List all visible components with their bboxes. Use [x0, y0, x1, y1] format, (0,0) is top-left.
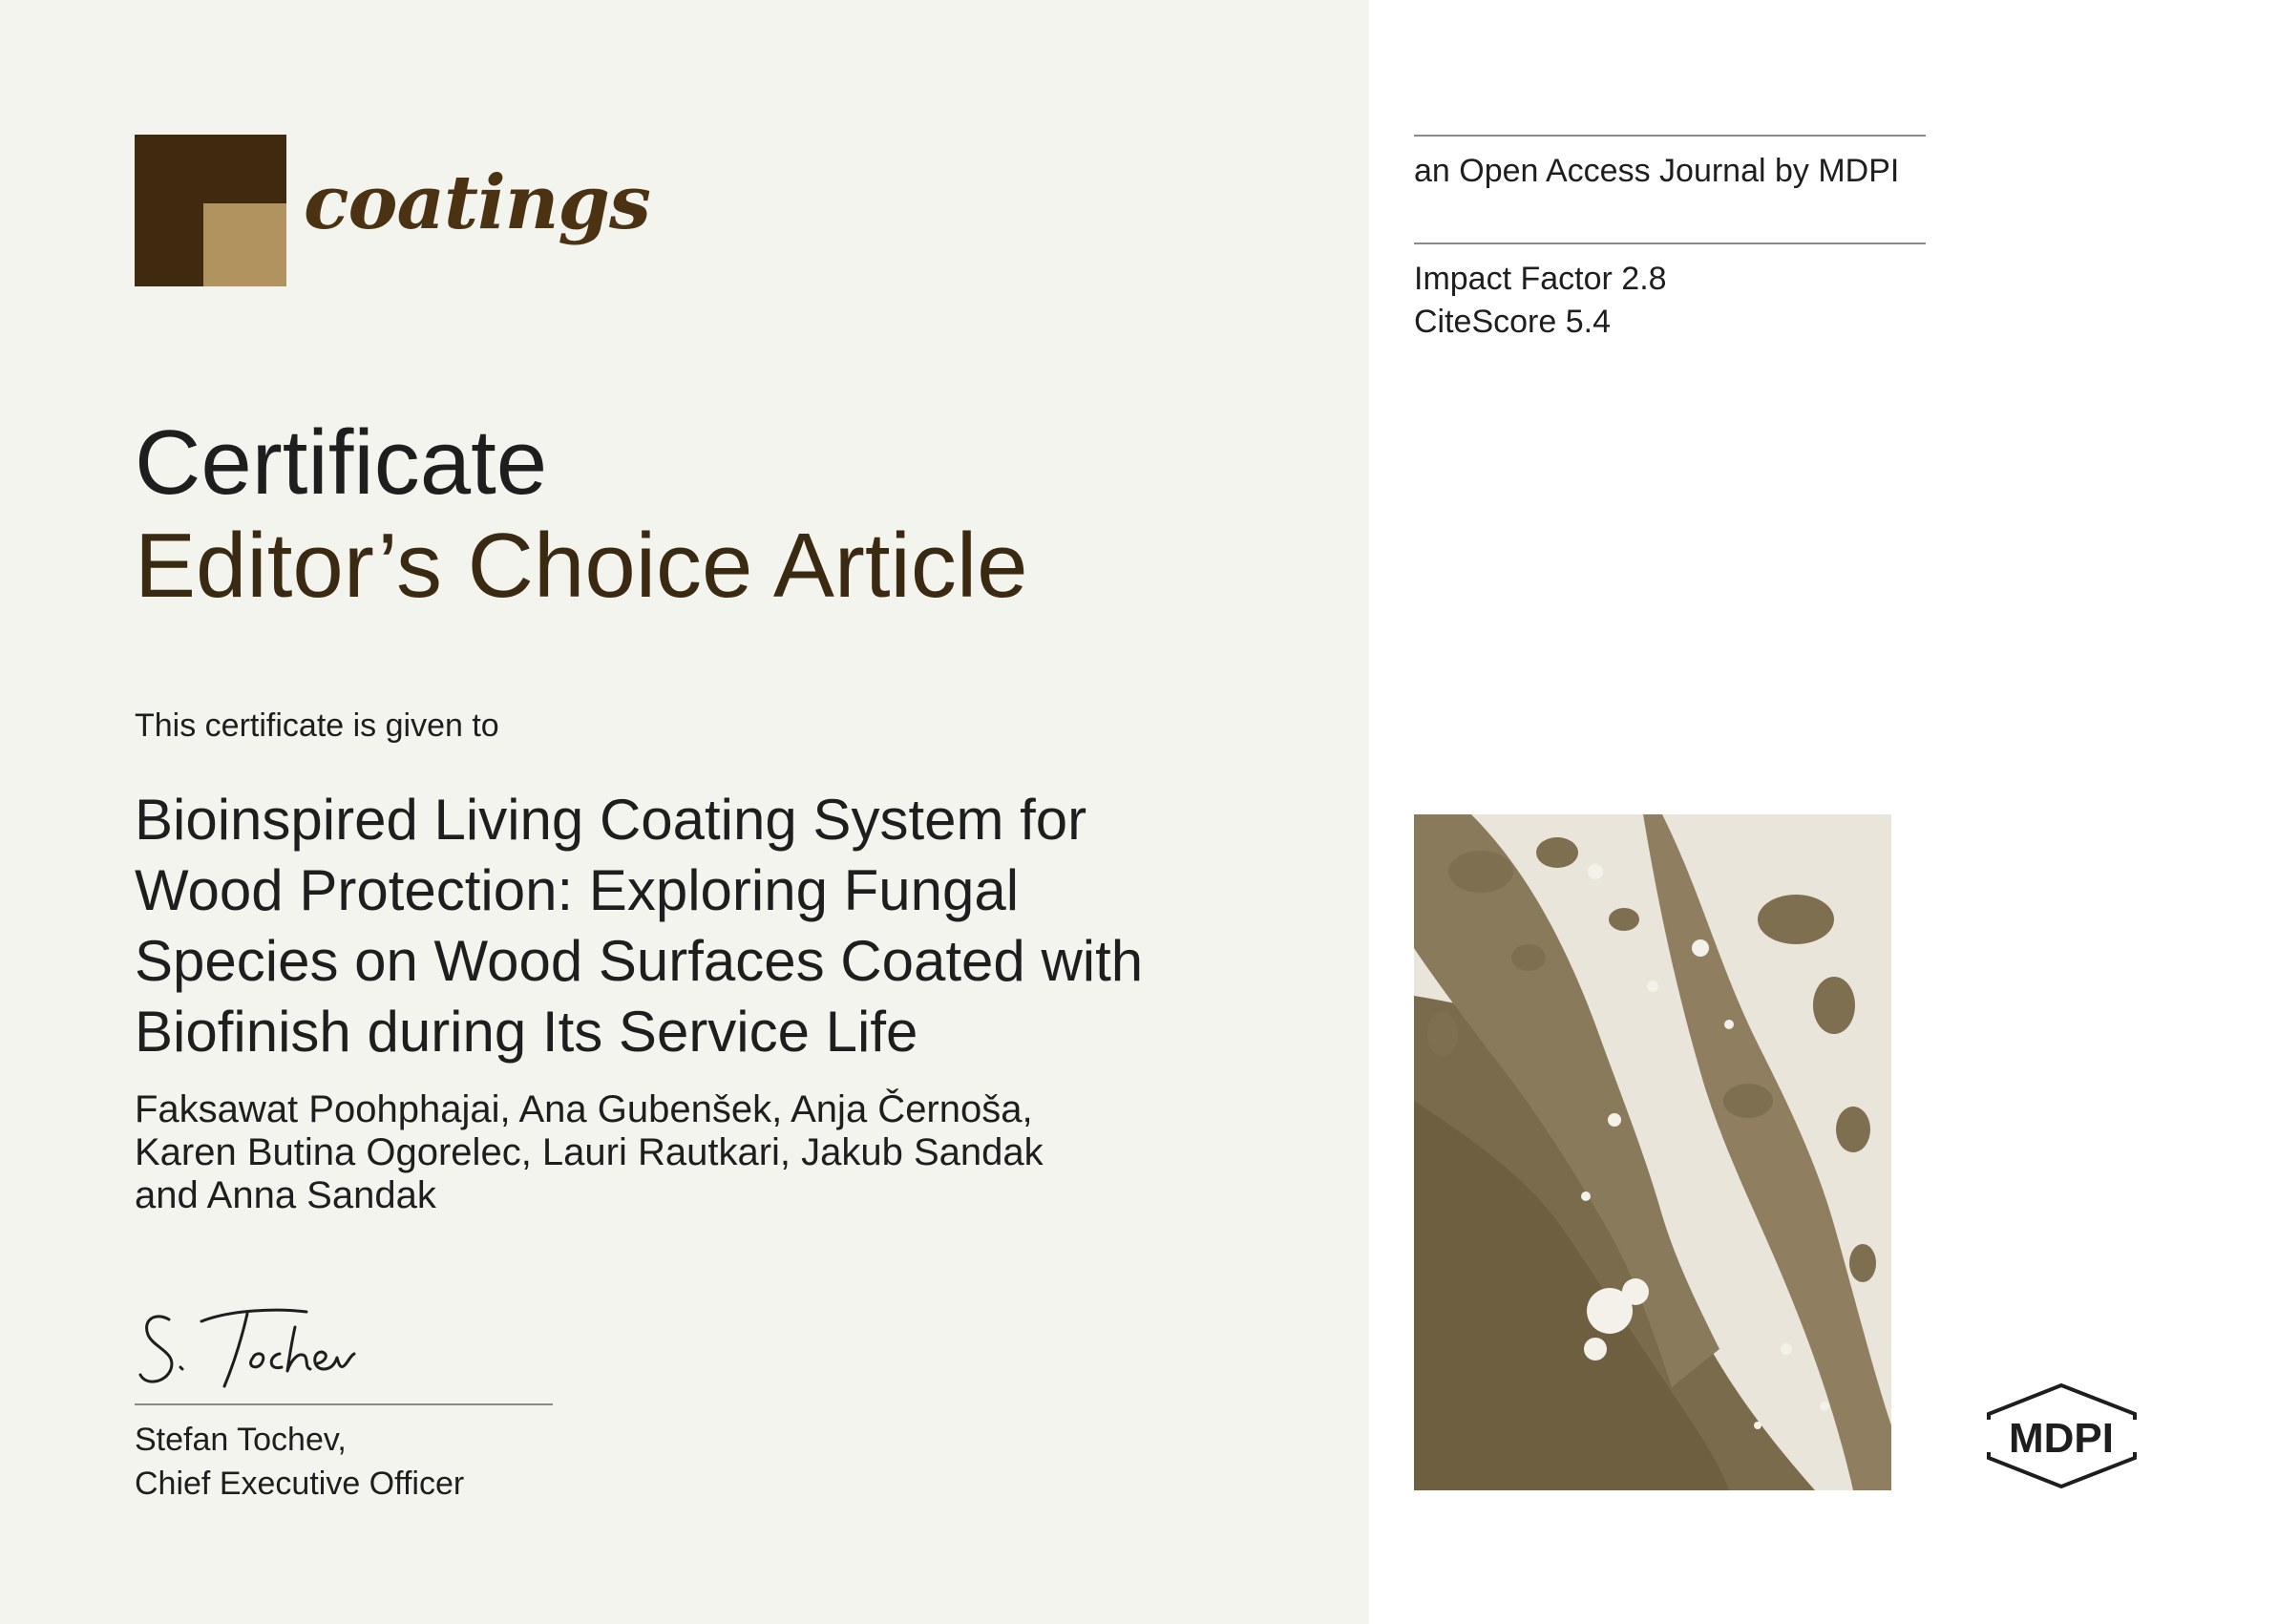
coatings-logo-icon: [135, 135, 286, 286]
signatory-name: Stefan Tochev,: [135, 1422, 347, 1458]
article-title: Bioinspired Living Coating System for Wood Protection: Exploring Fungal Species on Wood Surfaces Coated with Biofinish during Its Service Life: [135, 788, 1144, 1064]
certificate-title: Certificate: [135, 411, 548, 514]
given-to-label: This certificate is given to: [135, 707, 499, 744]
journal-logo-text: coatings: [304, 159, 650, 246]
second-rule-divider: [1414, 243, 1926, 244]
journal-cover-image: [1414, 814, 1891, 1490]
signatory-block: [135, 1418, 464, 1506]
top-rule-divider: [1414, 135, 1926, 137]
author-line: Karen Butina Ogorelec, Lauri Rautkari, Jakub Sandak: [135, 1131, 1044, 1173]
author-line: Faksawat Poohphajai, Ana Gubenšek, Anja Černoša,: [135, 1088, 1033, 1130]
signatory-role: Chief Executive Officer: [135, 1466, 465, 1502]
mdpi-logo-icon: [1978, 1380, 2145, 1492]
publisher-line: an Open Access Journal by MDPI: [1414, 153, 1900, 189]
citescore: CiteScore 5.4: [1414, 304, 1611, 340]
mdpi-logo-text: MDPI: [2009, 1415, 2114, 1462]
author-list: [135, 1088, 1089, 1217]
certificate-subtitle: Editor’s Choice Article: [135, 515, 1028, 617]
impact-factor: Impact Factor 2.8: [1414, 261, 1667, 297]
signature-image: [135, 1298, 402, 1394]
signature-line: [135, 1403, 553, 1405]
author-line: and Anna Sandak: [135, 1174, 436, 1216]
journal-metrics: [1414, 258, 1667, 344]
logo-light-square: [203, 203, 286, 286]
